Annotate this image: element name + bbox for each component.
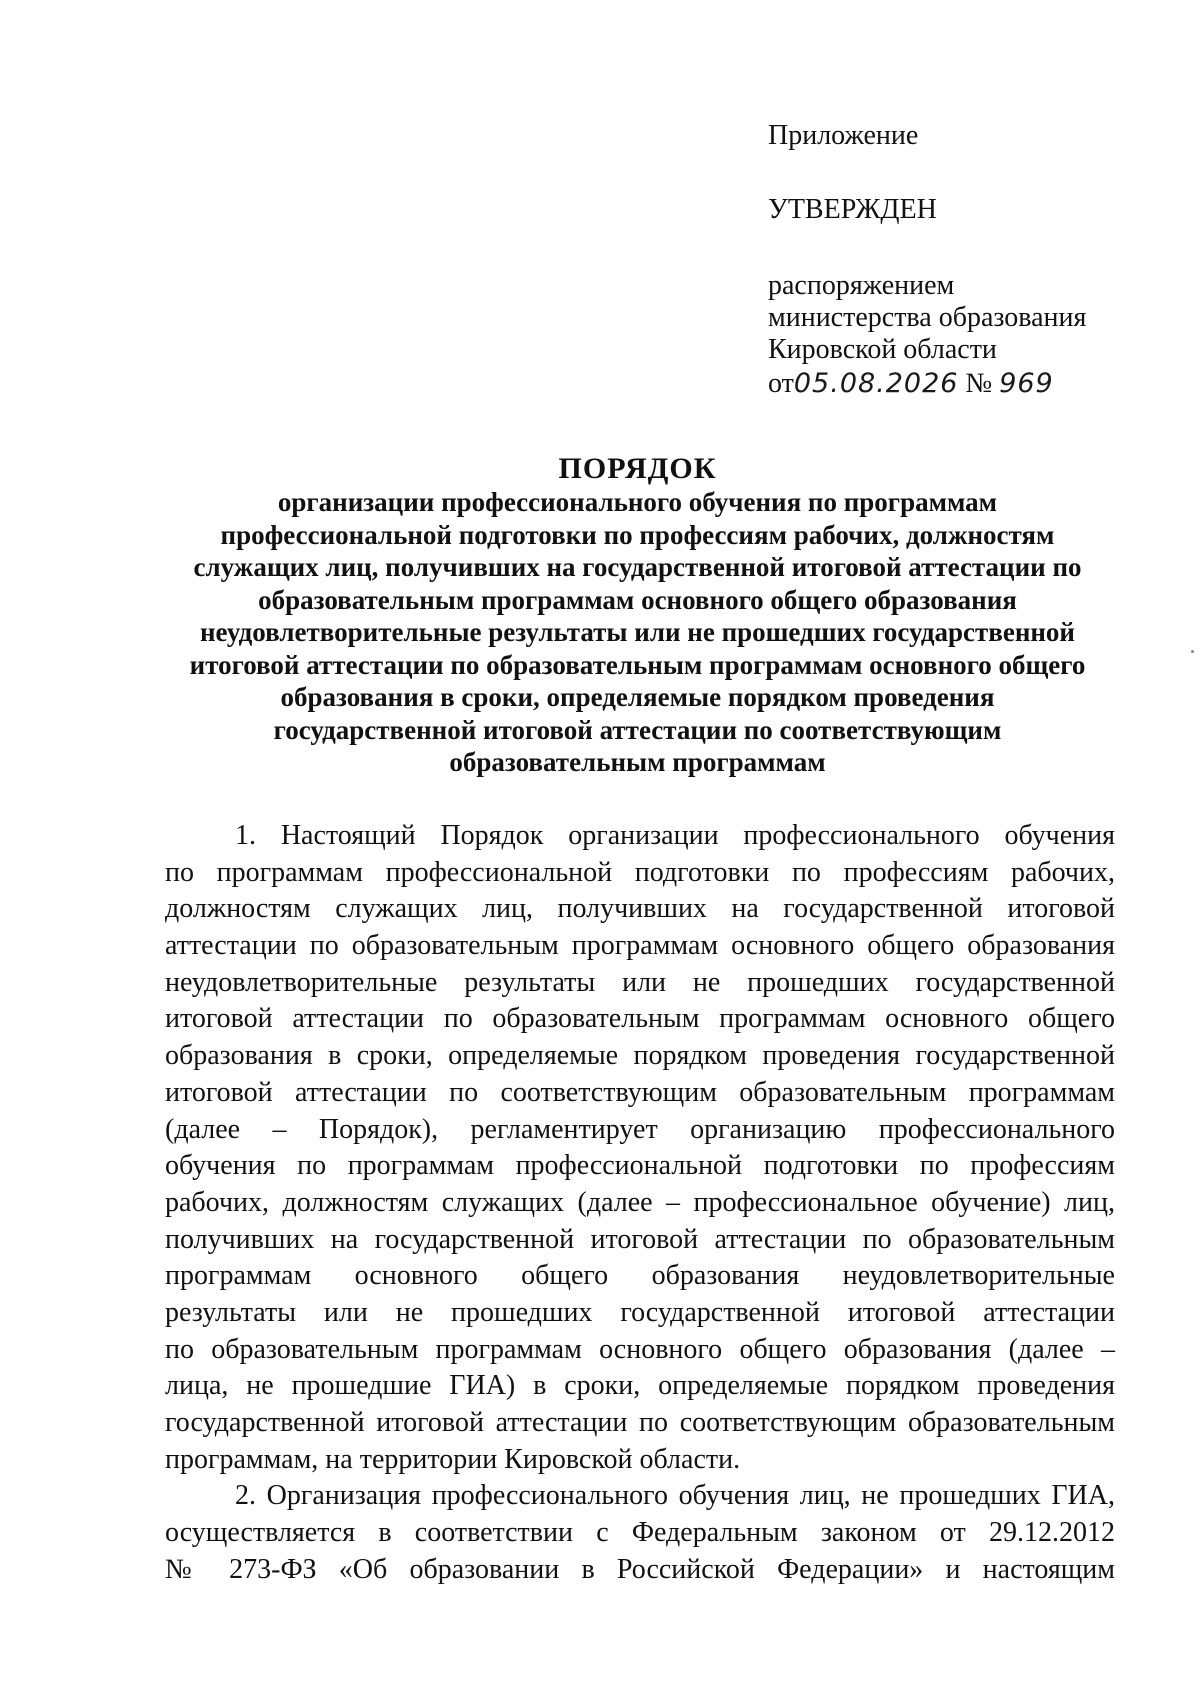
authority-line: Кировской области xyxy=(768,334,997,365)
scan-speck xyxy=(1191,650,1194,653)
date-prefix: от xyxy=(768,368,794,399)
subtitle-line: служащих лиц, получивших на государственной итоговой аттестации по xyxy=(193,552,1082,582)
paragraph-1-line: 1. Настоящий Порядок организации профессионального обучения xyxy=(235,820,1115,851)
paragraph-1-line: обучения по программам профессиональной подготовки по профессиям xyxy=(165,1150,1115,1182)
paragraph-1-line: программам основного общего образования неудовлетворительные xyxy=(165,1260,1115,1292)
paragraph-2-line: № 273-ФЗ «Об образовании в Российской Федерации» и настоящим xyxy=(165,1553,1115,1585)
subtitle-line: неудовлетворительные результаты или не прошедших государственной xyxy=(199,617,1075,647)
authority-line: распоряжением xyxy=(768,270,955,301)
paragraph-1-line: лица, не прошедшие ГИА) в сроки, определяемые порядком проведения xyxy=(165,1370,1115,1402)
paragraph-1-line: по образовательным программам основного общего образования (далее – xyxy=(165,1333,1115,1365)
paragraph-1-line: образования в сроки, определяемые порядком проведения государственной xyxy=(165,1040,1115,1072)
approved-label: УТВЕРЖДЕН xyxy=(768,194,937,225)
subtitle-line: образовательным программам основного общего образования xyxy=(258,584,1017,615)
subtitle-line: государственной итоговой аттестации по соответствующим xyxy=(273,714,1002,745)
paragraph-1-line: рабочих, должностям служащих (далее – профессиональное обучение) лиц, xyxy=(165,1186,1115,1218)
paragraph-1-line: результаты или не прошедших государственной итоговой аттестации xyxy=(165,1296,1115,1328)
paragraph-2-line: 2. Организация профессионального обучения лиц, не прошедших ГИА, xyxy=(235,1480,1115,1512)
number-sign: № xyxy=(965,368,993,399)
paragraph-1-line: неудовлетворительные результаты или не прошедших государственной xyxy=(165,966,1115,998)
paragraph-1-line: государственной итоговой аттестации по соответствующим образовательным xyxy=(165,1407,1115,1438)
paragraph-1-line: итоговой аттестации по соответствующим образовательным программам xyxy=(165,1076,1115,1108)
handwritten-date: 05.08.2026 xyxy=(793,368,959,399)
subtitle-line: образования в сроки, определяемые порядком проведения xyxy=(280,682,995,712)
paragraph-1-line: получивших на государственной итоговой аттестации по образовательным xyxy=(165,1223,1115,1255)
approval-authority xyxy=(768,270,1168,366)
document-body xyxy=(165,818,1115,1588)
subtitle-line: образовательным программам xyxy=(449,747,826,777)
subtitle-line: организации профессионального обучения по программам xyxy=(277,487,998,517)
document-title-block xyxy=(150,452,1125,779)
paragraph-1-line: по программам профессиональной подготовки по профессиям рабочих, xyxy=(165,856,1115,888)
handwritten-number: 969 xyxy=(999,368,1054,399)
paragraph-1-line: программам, на территории Кировской области. xyxy=(165,1443,741,1475)
paragraph-2-line: осуществляется в соответствии с Федеральным законом от 29.12.2012 xyxy=(165,1517,1115,1549)
subtitle-line: профессиональной подготовки по профессиям рабочих, должностям xyxy=(220,519,1055,550)
paragraph-1-line: аттестации по образовательным программам основного общего образования xyxy=(165,930,1115,962)
paragraph-1-line: (далее – Порядок), регламентирует организацию профессионального xyxy=(165,1113,1115,1145)
document-heading: ПОРЯДОК xyxy=(558,452,717,485)
subtitle-line: итоговой аттестации по образовательным программам основного общего xyxy=(189,649,1086,680)
paragraph-1-line: должностям служащих лиц, получивших на государственной итоговой xyxy=(165,893,1115,925)
authority-line: министерства образования xyxy=(768,302,1087,333)
approval-block xyxy=(768,120,1168,404)
appendix-label: Приложение xyxy=(768,120,919,151)
paragraph-1-line: итоговой аттестации по образовательным программам основного общего xyxy=(165,1003,1115,1035)
order-date-number xyxy=(768,368,1168,404)
